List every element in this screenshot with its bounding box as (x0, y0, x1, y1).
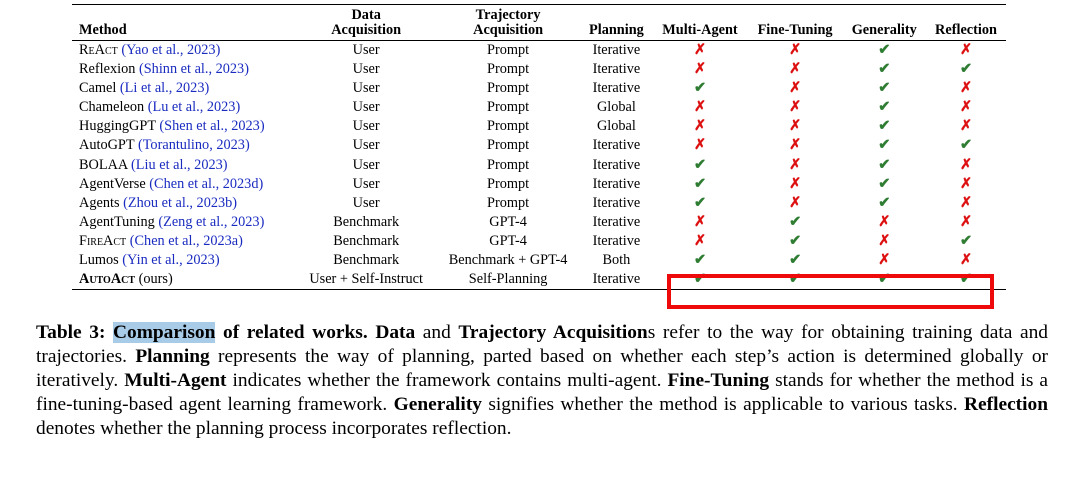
reflection-cross-icon: ✗ (960, 252, 972, 269)
trajectory-acquisition-cell: Prompt (487, 156, 530, 173)
header-multi-agent: Multi-Agent (662, 22, 738, 38)
planning-cell: Iterative (592, 80, 641, 97)
method-cell (72, 156, 297, 175)
table-row (72, 98, 1006, 117)
generality-cross-icon: ✗ (878, 252, 891, 269)
caption-term-reflection: Reflection (964, 394, 1049, 415)
table-row (72, 251, 1006, 270)
method-name: HuggingGPT (79, 118, 156, 135)
reflection-check-icon: ✔ (960, 137, 972, 154)
multi-agent-check-icon: ✔ (693, 156, 706, 173)
method-cell (72, 213, 297, 232)
multi-agent-cross-icon: ✗ (693, 232, 706, 249)
table-row (72, 194, 1006, 213)
generality-check-icon: ✔ (878, 99, 891, 116)
planning-cell: Iterative (592, 175, 641, 192)
trajectory-acquisition-cell: Prompt (487, 99, 530, 116)
method-citation: (Zhou et al., 2023b) (123, 194, 238, 211)
multi-agent-cross-icon: ✗ (693, 118, 706, 135)
multi-agent-check-icon: ✔ (693, 271, 706, 288)
method-name: Chameleon (79, 99, 145, 116)
method-citation: (Shinn et al., 2023) (138, 61, 249, 78)
data-acquisition-cell: User (352, 80, 380, 97)
table-row (72, 79, 1006, 98)
planning-cell: Iterative (592, 137, 641, 154)
generality-check-icon: ✔ (878, 118, 891, 135)
reflection-check-icon: ✔ (960, 271, 972, 288)
caption-text: represents the way of planning, parted based on whether each step’s action is determined globally or iteratively. (36, 346, 1048, 391)
table-row (72, 117, 1006, 136)
header-data-line2: Acquisition (331, 22, 402, 38)
data-acquisition-cell: User (352, 99, 380, 116)
data-acquisition-cell: Benchmark (333, 232, 400, 249)
method-cell (72, 41, 297, 61)
method-name: Reflexion (79, 61, 136, 78)
method-citation: (Zeng et al., 2023) (158, 213, 265, 230)
method-name: Agents (79, 194, 120, 211)
header-fine-tuning: Fine-Tuning (757, 22, 833, 38)
method-citation: (Torantulino, 2023) (137, 137, 250, 154)
method-cell (72, 194, 297, 213)
method-citation: (ours) (138, 271, 173, 288)
data-acquisition-cell: User + Self-Instruct (309, 271, 423, 288)
method-name: ReAct (79, 42, 118, 58)
generality-check-icon: ✔ (878, 137, 891, 154)
trajectory-acquisition-cell: Prompt (487, 175, 530, 192)
planning-cell: Both (602, 252, 631, 269)
method-cell (72, 98, 297, 117)
table-header (72, 5, 1006, 41)
reflection-cross-icon: ✗ (960, 42, 972, 58)
method-citation: (Yin et al., 2023) (122, 252, 220, 269)
method-name: AgentTuning (79, 213, 155, 230)
table-row (72, 213, 1006, 232)
multi-agent-cross-icon: ✗ (693, 99, 706, 116)
trajectory-acquisition-cell: GPT-4 (489, 213, 527, 230)
fine-tuning-cross-icon: ✗ (789, 99, 802, 116)
fine-tuning-cross-icon: ✗ (789, 118, 802, 135)
method-name: BOLAA (79, 156, 128, 173)
multi-agent-cross-icon: ✗ (693, 61, 706, 78)
header-traj-line1: Trajectory (475, 7, 541, 23)
method-citation: (Chen et al., 2023a) (129, 232, 243, 249)
planning-cell: Iterative (592, 213, 641, 230)
fine-tuning-cross-icon: ✗ (789, 61, 802, 78)
reflection-cross-icon: ✗ (960, 118, 972, 135)
data-acquisition-cell: User (352, 175, 380, 192)
trajectory-acquisition-cell: GPT-4 (489, 232, 527, 249)
header-method: Method (79, 22, 127, 38)
fine-tuning-check-icon: ✔ (789, 271, 802, 288)
reflection-check-icon: ✔ (960, 61, 972, 78)
header-reflection: Reflection (935, 22, 997, 38)
generality-check-icon: ✔ (878, 175, 891, 192)
method-cell (72, 232, 297, 251)
header-traj-line2: Acquisition (473, 22, 544, 38)
fine-tuning-cross-icon: ✗ (789, 80, 802, 97)
method-citation: (Shen et al., 2023) (159, 118, 265, 135)
generality-check-icon: ✔ (878, 61, 891, 78)
table-row (72, 41, 1006, 61)
caption-term-data: Data (375, 322, 416, 343)
method-cell (72, 270, 297, 290)
method-cell (72, 251, 297, 270)
trajectory-acquisition-cell: Prompt (487, 61, 530, 78)
header-trajectory-acquisition (436, 5, 581, 41)
multi-agent-check-icon: ✔ (693, 252, 706, 269)
caption-text: and (415, 322, 459, 343)
caption-text: denotes whether the planning process incorporates reflection. (36, 418, 512, 439)
planning-cell: Iterative (592, 156, 641, 173)
generality-check-icon: ✔ (878, 271, 891, 288)
generality-check-icon: ✔ (878, 42, 891, 58)
method-citation: (Li et al., 2023) (119, 80, 210, 97)
caption-term-trajectory: Trajectory Acquisition (458, 322, 648, 343)
trajectory-acquisition-cell: Self-Planning (468, 271, 548, 288)
method-citation: (Lu et al., 2023) (147, 99, 241, 116)
fine-tuning-cross-icon: ✗ (789, 194, 802, 211)
multi-agent-cross-icon: ✗ (693, 42, 706, 58)
fine-tuning-cross-icon: ✗ (789, 156, 802, 173)
caption-title: of related works. (215, 322, 368, 343)
reflection-cross-icon: ✗ (960, 194, 972, 211)
trajectory-acquisition-cell: Prompt (487, 42, 530, 58)
method-citation: (Yao et al., 2023) (121, 42, 221, 58)
multi-agent-check-icon: ✔ (693, 80, 706, 97)
reflection-check-icon: ✔ (960, 232, 972, 249)
trajectory-acquisition-cell: Prompt (487, 194, 530, 211)
reflection-cross-icon: ✗ (960, 213, 972, 230)
generality-check-icon: ✔ (878, 156, 891, 173)
reflection-cross-icon: ✗ (960, 175, 972, 192)
header-data-line1: Data (351, 7, 381, 23)
data-acquisition-cell: User (352, 194, 380, 211)
trajectory-acquisition-cell: Benchmark + GPT-4 (448, 252, 568, 269)
multi-agent-check-icon: ✔ (693, 175, 706, 192)
highlight-box (667, 274, 994, 309)
fine-tuning-check-icon: ✔ (789, 213, 802, 230)
data-acquisition-cell: User (352, 156, 380, 173)
table-row (72, 60, 1006, 79)
caption-text: signifies whether the method is applicable to various tasks. (481, 394, 965, 415)
method-name: Lumos (79, 252, 119, 269)
generality-check-icon: ✔ (878, 194, 891, 211)
method-cell (72, 117, 297, 136)
caption-text: s refer to the way for obtaining training data and trajectories. (36, 322, 1048, 367)
header-planning: Planning (588, 22, 644, 38)
multi-agent-cross-icon: ✗ (693, 137, 706, 154)
table-row (72, 136, 1006, 155)
fine-tuning-check-icon: ✔ (789, 252, 802, 269)
method-name: AgentVerse (79, 175, 146, 192)
trajectory-acquisition-cell: Prompt (487, 118, 530, 135)
planning-cell: Iterative (592, 42, 641, 58)
header-generality: Generality (851, 22, 917, 38)
caption-highlighted-word: Comparison (113, 322, 216, 343)
caption-text: stands for whether the method is a fine-tuning-based agent learning framework. (36, 370, 1048, 415)
planning-cell: Global (596, 99, 636, 116)
comparison-table (72, 4, 1006, 290)
planning-cell: Iterative (592, 194, 641, 211)
planning-cell: Iterative (592, 232, 641, 249)
data-acquisition-cell: User (352, 137, 380, 154)
fine-tuning-cross-icon: ✗ (789, 42, 802, 58)
method-name: AutoAct (79, 271, 136, 288)
method-citation: (Liu et al., 2023) (131, 156, 228, 173)
data-acquisition-cell: User (352, 42, 380, 58)
method-name: AutoGPT (79, 137, 135, 154)
caption-term-fine-tuning: Fine-Tuning (667, 370, 770, 391)
caption-term-multi-agent: Multi-Agent (124, 370, 227, 391)
data-acquisition-cell: User (352, 118, 380, 135)
table-row (72, 232, 1006, 251)
caption-term-planning: Planning (135, 346, 210, 367)
data-acquisition-cell: User (352, 61, 380, 78)
table-row (72, 156, 1006, 175)
planning-cell: Iterative (592, 271, 641, 288)
method-cell (72, 60, 297, 79)
method-name: FireAct (79, 232, 127, 249)
fine-tuning-cross-icon: ✗ (789, 175, 802, 192)
planning-cell: Global (596, 118, 636, 135)
generality-cross-icon: ✗ (878, 213, 891, 230)
table-body (72, 41, 1006, 290)
method-cell (72, 175, 297, 194)
method-citation: (Chen et al., 2023d) (149, 175, 264, 192)
method-cell (72, 136, 297, 155)
multi-agent-cross-icon: ✗ (693, 213, 706, 230)
reflection-cross-icon: ✗ (960, 99, 972, 116)
method-name: Camel (79, 80, 117, 97)
method-cell (72, 79, 297, 98)
caption-term-generality: Generality (393, 394, 482, 415)
table-caption (36, 321, 1048, 441)
multi-agent-check-icon: ✔ (693, 194, 706, 211)
generality-cross-icon: ✗ (878, 232, 891, 249)
planning-cell: Iterative (592, 61, 641, 78)
data-acquisition-cell: Benchmark (333, 213, 400, 230)
caption-label: Table 3: (36, 322, 114, 343)
fine-tuning-check-icon: ✔ (789, 232, 802, 249)
trajectory-acquisition-cell: Prompt (487, 137, 530, 154)
table-row (72, 175, 1006, 194)
caption-text: indicates whether the framework contains multi-agent. (226, 370, 668, 391)
generality-check-icon: ✔ (878, 80, 891, 97)
data-acquisition-cell: Benchmark (333, 252, 400, 269)
trajectory-acquisition-cell: Prompt (487, 80, 530, 97)
fine-tuning-cross-icon: ✗ (789, 137, 802, 154)
reflection-cross-icon: ✗ (960, 80, 972, 97)
header-data-acquisition (297, 5, 436, 41)
reflection-cross-icon: ✗ (960, 156, 972, 173)
